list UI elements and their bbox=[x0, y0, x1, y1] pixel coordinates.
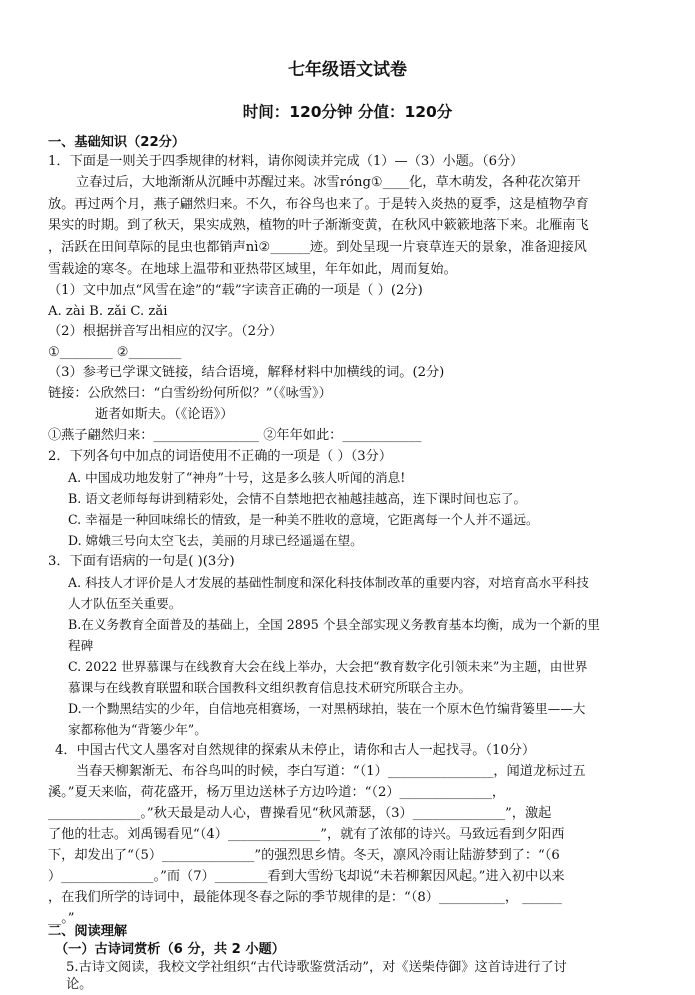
option-b: B.在义务教育全面普及的基础上，全国 2895 个县全部实现义务教育基本均衡，成为一个新的里 bbox=[68, 617, 600, 632]
link-line: 逝者如斯夫。（《论语》） bbox=[95, 407, 234, 422]
question-stem: 5.古诗文阅读，我校文学社组织“古代诗歌鉴赏活动”，对《送柴侍御》这首诗进行了讨 bbox=[66, 960, 567, 975]
poem-line: __。” bbox=[48, 911, 75, 926]
exam-title: 七年级语文试卷 bbox=[288, 60, 407, 80]
subsection-heading: （一）古诗词赏析（6 分，共 2 小题） bbox=[55, 942, 285, 957]
option-c: C. 幸福是一种回味绵长的情致，是一种美不胜收的意境，它距离每一个人并不遥远。 bbox=[68, 512, 539, 527]
exam-subtitle: 时间：120分钟 分值：120分 bbox=[242, 103, 453, 121]
sub-question: （1）文中加点“风雪在途”的“载”字读音正确的一项是（ ）(2分) bbox=[48, 283, 423, 298]
question-stem: 论。 bbox=[66, 977, 93, 992]
option-text: 慕课与在线教育联盟和联合国教科文组织教育信息技术研究所联合主办。 bbox=[68, 680, 471, 695]
option-d: D. 嫦娥三号向太空飞去，美丽的月球已经遥遥在望。 bbox=[68, 533, 363, 548]
answer-blanks: ①燕子翩然归来：________________ ②年年如此：____________ bbox=[48, 428, 422, 443]
poem-line: 溪。”夏天来临，荷花盛开，杨万里边送林子方边吟道：“（2）______________， bbox=[48, 785, 506, 800]
poem-line: 了他的壮志。刘禹锡看见“（4）______________”，就有了浓郁的诗兴。马致远看到夕阳西 bbox=[48, 827, 565, 842]
question-stem: 3．下面有语病的一句是( )(3分) bbox=[48, 554, 235, 569]
option-text: 家都称他为“背篓少年”。 bbox=[68, 722, 207, 737]
option-text: 程碑 bbox=[68, 638, 94, 653]
question-stem: 2．下列各句中加点的词语使用不正确的一项是（ ）（3分） bbox=[48, 449, 393, 464]
option-b: B. 语文老师每每讲到精彩处，会情不自禁地把衣袖越挂越高，连下课时间也忘了。 bbox=[68, 491, 527, 506]
poem-line: ，在我们所学的诗词中，最能体现冬春之际的季节规律的是：“（8）__________， ______ bbox=[48, 890, 562, 905]
question-stem: 1．下面是一则关于四季规律的材料，请你阅读并完成（1）—（3）小题。（6分） bbox=[48, 154, 524, 169]
answer-blanks: ①________ ②________ bbox=[48, 345, 182, 360]
option-d: D.一个黝黑结实的少年，自信地亮相赛场，一对黑柄球拍，装在一个原木色竹编背篓里——大 bbox=[68, 701, 586, 716]
poem-line: ）______________。”而（7）________看到大雪纷飞却说“未若柳絮因风起。”进入初中以来 bbox=[48, 869, 565, 884]
sub-question: （3）参考已学课文链接，结合语境，解释材料中加横线的词。(2分) bbox=[48, 365, 445, 380]
poem-line: ______________。”秋天最是动人心，曹操看见“秋风萧瑟，（3）______________”，激起 bbox=[48, 806, 552, 821]
sub-question: （2）根据拼音写出相应的汉字。（2分） bbox=[48, 324, 283, 339]
section-heading: 二、阅读理解 bbox=[48, 924, 128, 939]
option-c: C. 2022 世界慕课与在线教育大会在线上举办，大会把“教育数字化引领未来”为主题，由世界 bbox=[68, 659, 588, 674]
passage-line: 雪载途的寒冬。在地球上温带和亚热带区域里，年年如此，周而复始。 bbox=[48, 262, 457, 277]
option-text: 人才队伍至关重要。 bbox=[68, 596, 182, 611]
link-line: 链接：公欣然曰：“白雪纷纷何所似？”（《咏雪》） bbox=[48, 386, 332, 401]
poem-line: 当春天柳絮渐无、布谷鸟叫的时候，李白写道：“（1）________________，闻道龙标过五 bbox=[76, 764, 586, 779]
option-a: A. 中国成功地发射了“神舟”十号，这是多么骇人听闻的消息! bbox=[68, 470, 406, 485]
poem-line: 下，却发出了“（5）______________”的强烈思乡情。冬天，凛风冷雨让陆游梦到了：“（6 bbox=[48, 848, 560, 863]
passage-line: 立春过后，大地渐渐从沉睡中苏醒过来。冰雪róng①____化，草木萌发，各种花次第开 bbox=[76, 175, 581, 190]
passage-line: 果实的时期。到了秋天，果实成熟，植物的叶子渐渐变黄，在秋风中簌簌地落下来。北雁南飞 bbox=[48, 218, 589, 233]
section-heading: 一、基础知识（22分） bbox=[48, 135, 186, 150]
option-a: A. 科技人才评价是人才发展的基础性制度和深化科技体制改革的重要内容，对培育高水平科技 bbox=[68, 575, 589, 590]
passage-line: ，活跃在田间草际的昆虫也都销声nì②______迹。到处呈现一片衰草连天的景象，准备迎接风 bbox=[48, 240, 587, 255]
answer-options: A. zài B. zǎi C. zǎi bbox=[48, 304, 168, 319]
question-stem: 4．中国古代文人墨客对自然规律的探索从未停止，请你和古人一起找寻。（10分） bbox=[55, 743, 536, 758]
passage-line: 放。再过两个月，燕子翩然归来。不久，布谷鸟也来了。于是转入炎热的夏季，这是植物孕育 bbox=[48, 197, 589, 212]
